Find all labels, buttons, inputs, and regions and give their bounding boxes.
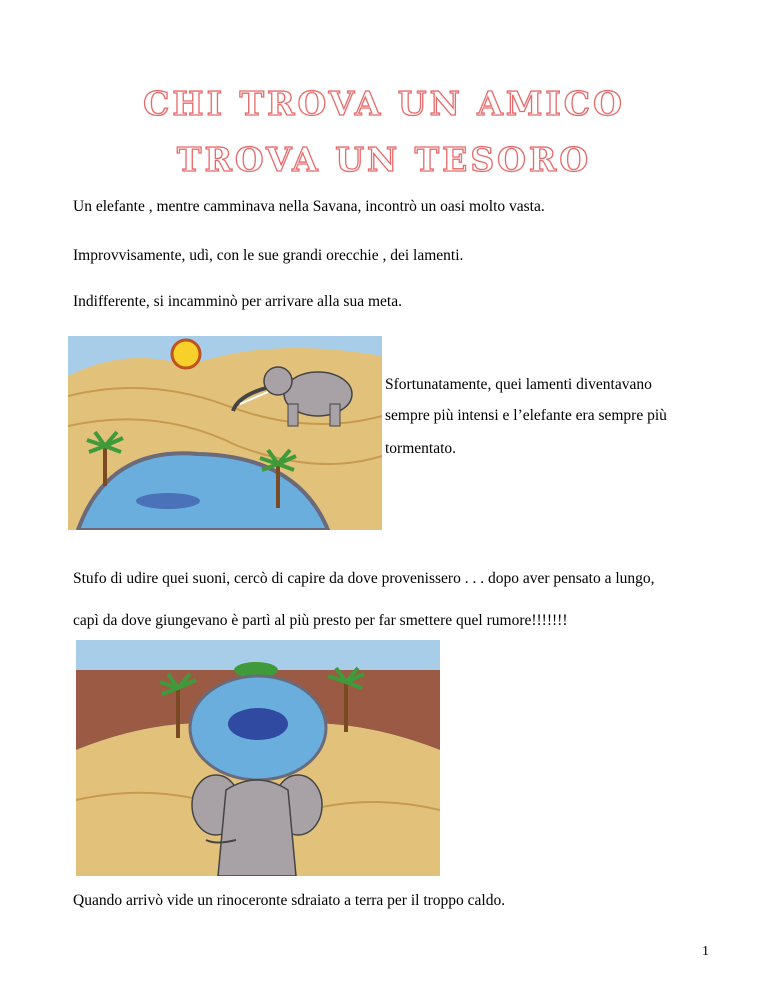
paragraph-4: Stufo di udire quei suoni, cercò di capire da dove provenissero . . . dopo aver pensato a lungo,: [73, 570, 655, 587]
page-number: 1: [702, 944, 709, 959]
side-text-line-1: Sfortunatamente, quei lamenti diventavano: [385, 376, 652, 393]
paragraph-5: capì da dove giungevano è partì al più presto per far smettere quel rumore!!!!!!!: [73, 612, 568, 629]
paragraph-6: Quando arrivò vide un rinoceronte sdraiato a terra per il troppo caldo.: [73, 892, 506, 909]
side-text-line-3: tormentato.: [385, 440, 457, 457]
illustration-elephant-oasis: [76, 640, 440, 876]
paragraph-2: Improvvisamente, udì, con le sue grandi orecchie , dei lamenti.: [73, 247, 464, 264]
title-line-1: CHI TROVA UN AMICO: [143, 84, 625, 123]
side-text-line-2: sempre più intensi e l’elefante era sempre più: [385, 407, 667, 424]
paragraph-1: Un elefante , mentre camminava nella Savana, incontrò un oasi molto vasta.: [73, 198, 545, 215]
illustration-elephant-desert: [68, 336, 382, 530]
paragraph-3: Indifferente, si incamminò per arrivare alla sua meta.: [73, 293, 402, 310]
title-line-2: TROVA UN TESORO: [176, 140, 592, 179]
